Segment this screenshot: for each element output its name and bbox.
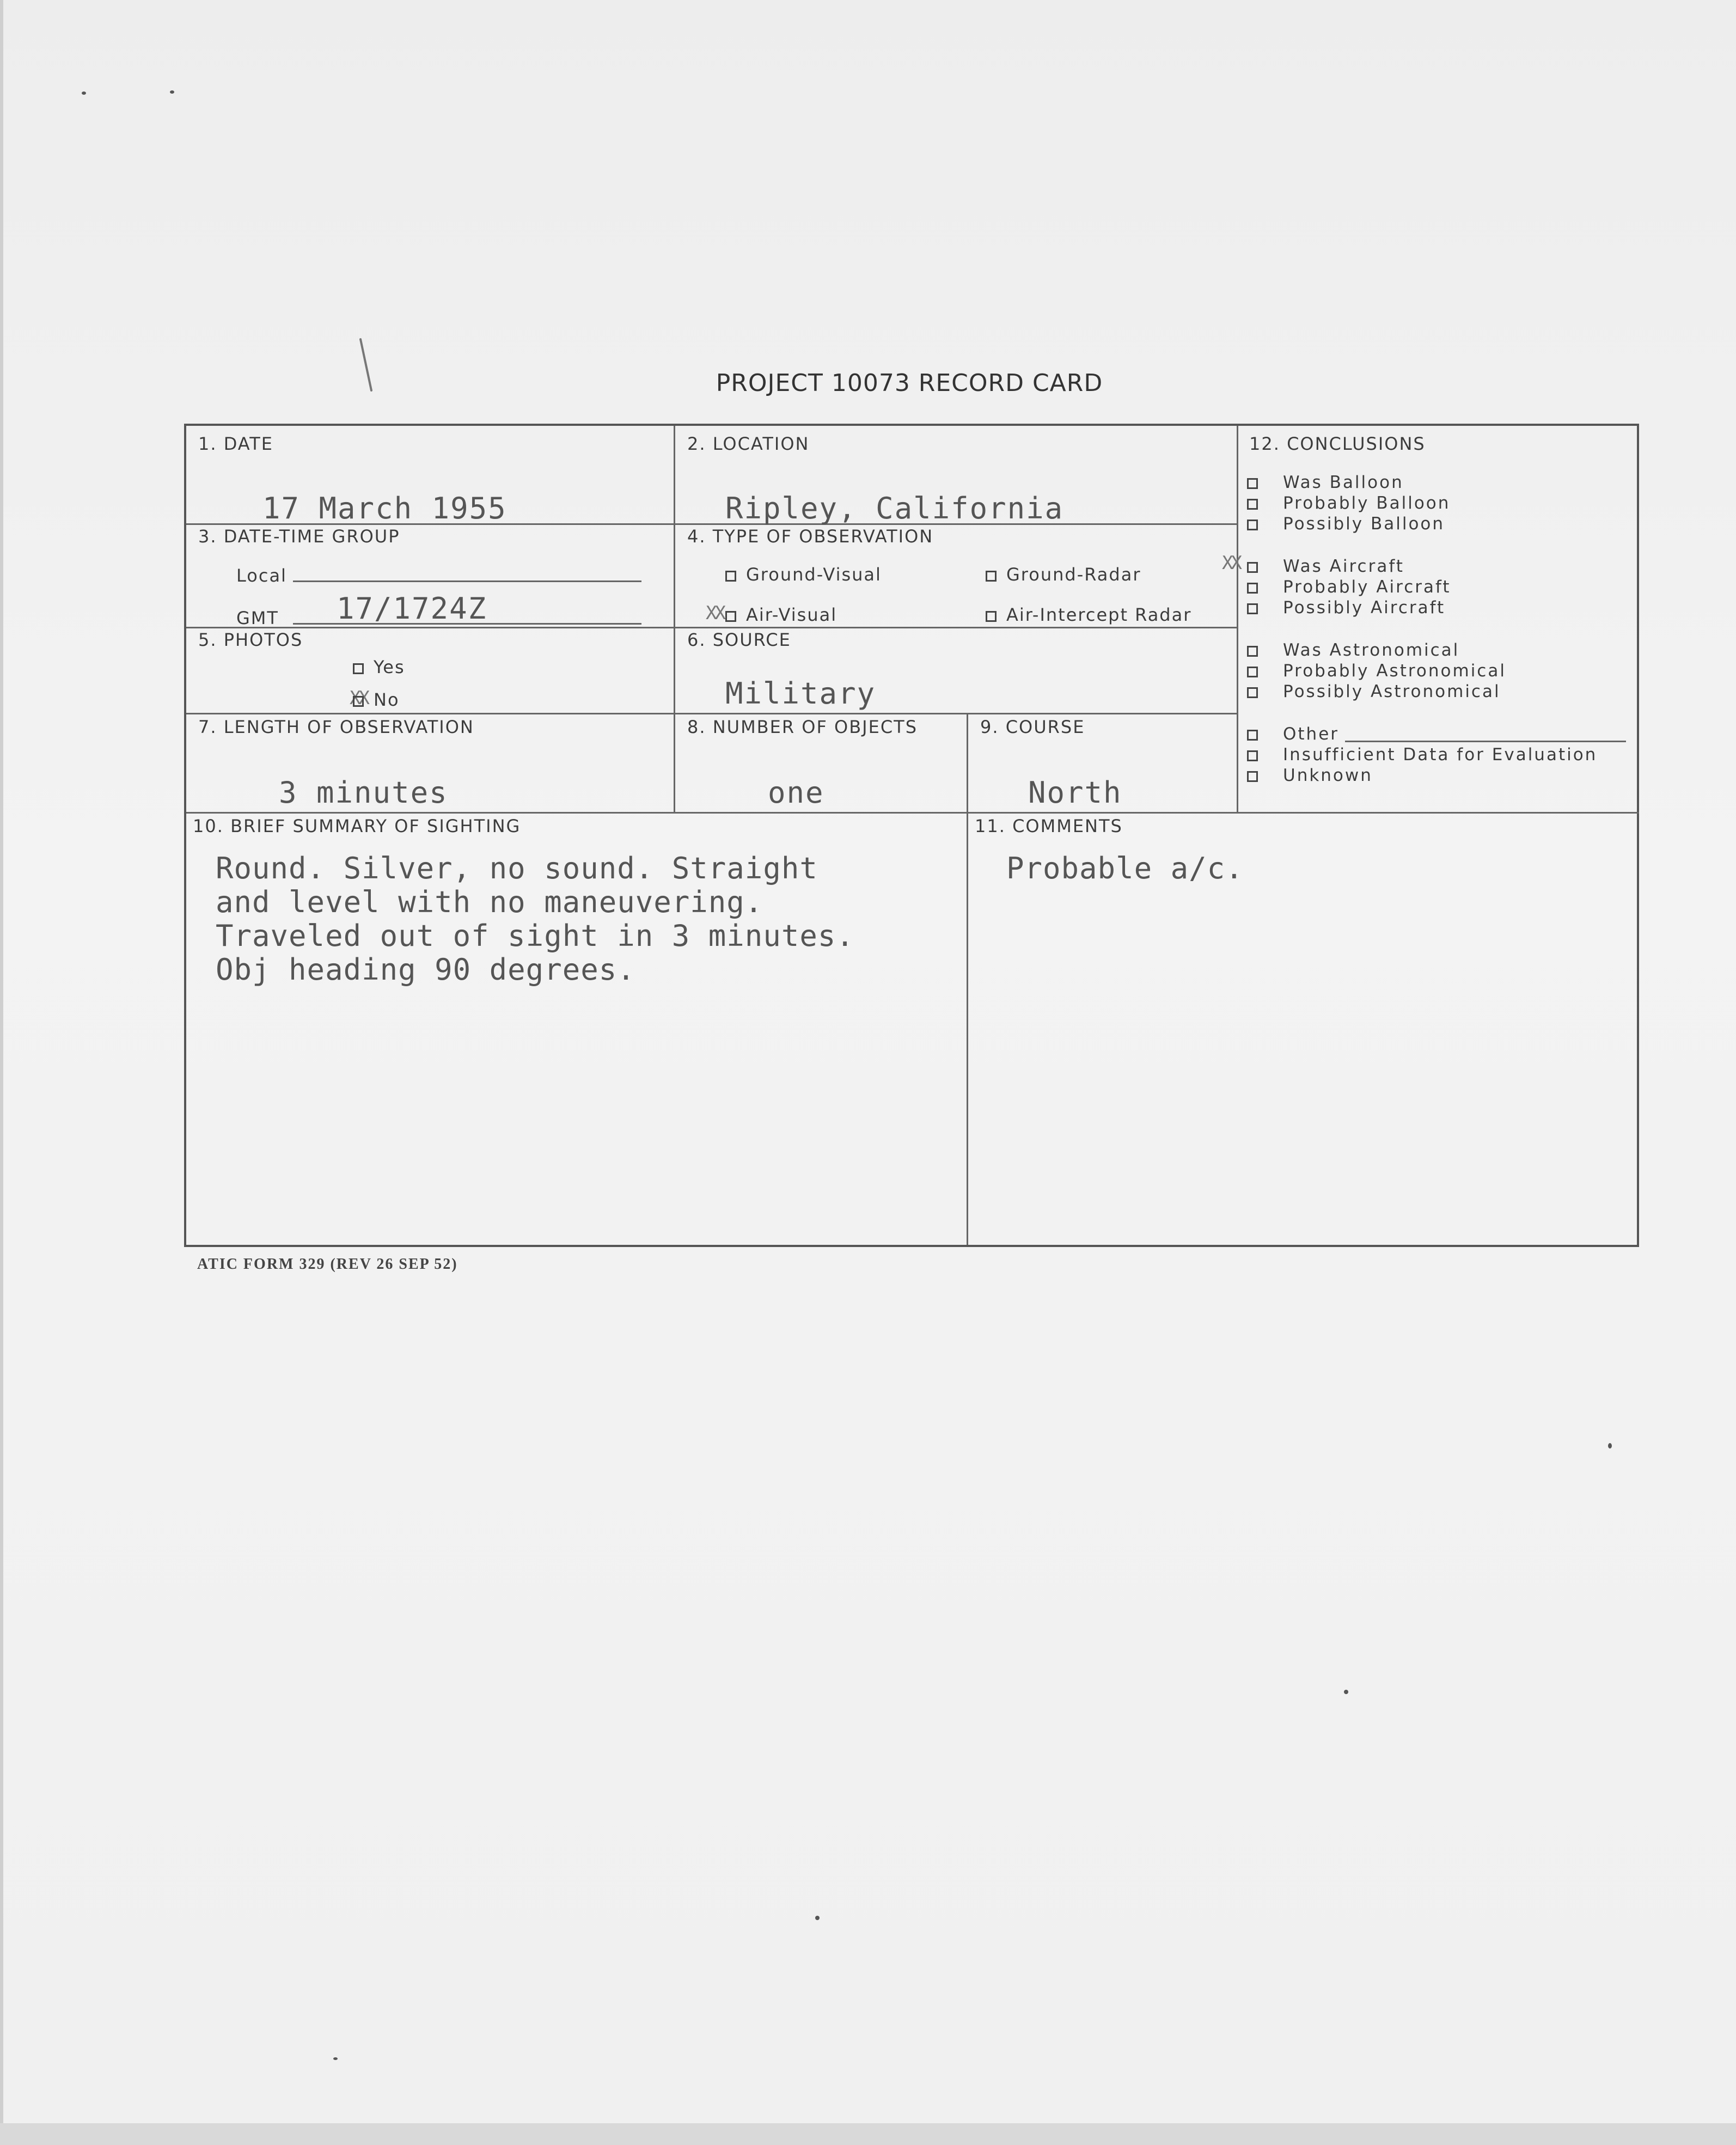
conclusion-checkbox bbox=[1247, 730, 1258, 741]
air-visual-label: Air-Visual bbox=[746, 604, 838, 625]
photos-no-check-mark: XX bbox=[350, 687, 368, 709]
conclusion-label: Other bbox=[1283, 724, 1340, 744]
summary-line-3: Traveled out of sight in 3 minutes. bbox=[216, 919, 854, 953]
ground-radar-option bbox=[986, 564, 1141, 585]
conclusion-label: Possibly Balloon bbox=[1283, 514, 1445, 534]
cell-type-of-observation bbox=[675, 525, 1238, 628]
brief-summary-label: 10. BRIEF SUMMARY OF SIGHTING bbox=[193, 816, 521, 836]
local-underline bbox=[293, 580, 641, 582]
conclusion-label: Possibly Astronomical bbox=[1283, 682, 1501, 701]
photos-yes-label: Yes bbox=[374, 657, 405, 677]
ground-visual-label: Ground-Visual bbox=[746, 564, 882, 585]
conclusion-label: Probably Astronomical bbox=[1283, 661, 1506, 681]
conclusion-label: Was Aircraft bbox=[1283, 557, 1404, 576]
cell-datetime bbox=[186, 525, 675, 628]
air-visual-check-mark: XX bbox=[706, 602, 724, 624]
conclusion-checkbox bbox=[1247, 667, 1258, 677]
photos-no-label: No bbox=[374, 689, 400, 710]
scan-left-edge bbox=[0, 0, 3, 2145]
scan-speck bbox=[333, 2057, 338, 2060]
source-value: Military bbox=[725, 676, 876, 711]
conclusion-label: Was Balloon bbox=[1283, 473, 1404, 492]
conclusion-was-astronomical bbox=[1247, 640, 1459, 660]
summary-line-4: Obj heading 90 degrees. bbox=[216, 952, 635, 987]
conclusion-label: Insufficient Data for Evaluation bbox=[1283, 745, 1598, 765]
conclusion-probably-balloon bbox=[1247, 493, 1450, 513]
cell-brief-summary bbox=[186, 814, 968, 1245]
number-of-objects-value: one bbox=[768, 775, 824, 810]
number-of-objects-label: 8. NUMBER OF OBJECTS bbox=[687, 717, 918, 737]
location-label: 2. LOCATION bbox=[687, 433, 810, 454]
conclusion-probably-aircraft bbox=[1247, 577, 1451, 597]
local-label: Local bbox=[236, 565, 287, 586]
scan-speck bbox=[1344, 1690, 1348, 1694]
cell-course bbox=[968, 714, 1238, 814]
record-card bbox=[184, 424, 1639, 1247]
conclusion-insufficient-data bbox=[1247, 745, 1597, 765]
cell-location bbox=[675, 426, 1238, 525]
length-of-observation-value: 3 minutes bbox=[279, 775, 448, 810]
summary-line-2: and level with no maneuvering. bbox=[216, 885, 763, 919]
type-of-observation-label: 4. TYPE OF OBSERVATION bbox=[687, 526, 934, 547]
photos-label: 5. PHOTOS bbox=[198, 630, 303, 650]
conclusion-checkbox bbox=[1247, 583, 1258, 594]
conclusion-unknown bbox=[1247, 766, 1373, 785]
conclusion-label: Probably Aircraft bbox=[1283, 577, 1451, 597]
ground-radar-label: Ground-Radar bbox=[1006, 564, 1141, 585]
air-intercept-radar-option bbox=[986, 604, 1191, 625]
conclusion-was-aircraft bbox=[1247, 557, 1404, 576]
scan-speck bbox=[815, 1916, 820, 1920]
photos-no-option bbox=[353, 689, 400, 710]
scan-bottom-edge bbox=[0, 2123, 1736, 2145]
conclusion-label: Probably Balloon bbox=[1283, 493, 1451, 513]
conclusion-label: Possibly Aircraft bbox=[1283, 598, 1446, 618]
conclusion-possibly-aircraft bbox=[1247, 598, 1445, 618]
conclusion-checkbox bbox=[1247, 646, 1258, 657]
conclusion-checkbox bbox=[1247, 562, 1258, 573]
cell-comments bbox=[968, 814, 1639, 1245]
conclusion-possibly-astronomical bbox=[1247, 682, 1501, 701]
form-footer: ATIC FORM 329 (REV 26 SEP 52) bbox=[197, 1256, 458, 1273]
course-value: North bbox=[1028, 775, 1122, 810]
conclusion-label: Was Astronomical bbox=[1283, 640, 1460, 660]
date-value: 17 March 1955 bbox=[262, 491, 507, 525]
course-label: 9. COURSE bbox=[980, 717, 1085, 737]
conclusion-checkbox bbox=[1247, 499, 1258, 510]
cell-source bbox=[675, 628, 1238, 714]
scan-speck bbox=[82, 91, 86, 95]
conclusion-checkbox bbox=[1247, 603, 1258, 614]
conclusion-checkbox bbox=[1247, 478, 1258, 489]
ground-radar-checkbox bbox=[986, 571, 997, 582]
conclusion-probably-astronomical bbox=[1247, 661, 1506, 681]
air-visual-checkbox bbox=[725, 611, 736, 622]
conclusion-checkbox bbox=[1247, 771, 1258, 782]
cell-length-of-observation bbox=[186, 714, 675, 814]
summary-line-1: Round. Silver, no sound. Straight bbox=[216, 851, 818, 885]
air-intercept-radar-label: Air-Intercept Radar bbox=[1006, 604, 1192, 625]
datetime-label: 3. DATE-TIME GROUP bbox=[198, 526, 400, 547]
conclusion-checkbox bbox=[1247, 520, 1258, 530]
location-value: Ripley, California bbox=[725, 491, 1064, 525]
length-of-observation-label: 7. LENGTH OF OBSERVATION bbox=[198, 717, 474, 737]
cell-date bbox=[186, 426, 675, 525]
conclusion-label: Unknown bbox=[1283, 766, 1373, 785]
cell-number-of-objects bbox=[675, 714, 968, 814]
air-intercept-radar-checkbox bbox=[986, 611, 997, 622]
was-aircraft-check-mark: XX bbox=[1222, 552, 1240, 574]
gmt-value: 17/1724Z bbox=[337, 591, 487, 626]
air-visual-option bbox=[725, 604, 837, 625]
gmt-label: GMT bbox=[236, 608, 279, 628]
cell-photos bbox=[186, 628, 675, 714]
other-underline bbox=[1345, 741, 1626, 742]
comments-label: 11. COMMENTS bbox=[975, 816, 1123, 836]
conclusion-checkbox bbox=[1247, 750, 1258, 761]
conclusion-other bbox=[1247, 724, 1339, 744]
conclusions-label: 12. CONCLUSIONS bbox=[1249, 433, 1426, 454]
card-title: PROJECT 10073 RECORD CARD bbox=[716, 369, 1103, 397]
scan-speck bbox=[170, 90, 174, 94]
photos-yes-checkbox bbox=[353, 663, 364, 674]
scan-speck bbox=[1608, 1443, 1612, 1449]
conclusion-was-balloon bbox=[1247, 473, 1404, 492]
ground-visual-checkbox bbox=[725, 571, 736, 582]
photos-no-checkbox bbox=[353, 696, 364, 707]
source-label: 6. SOURCE bbox=[687, 630, 791, 650]
conclusion-possibly-balloon bbox=[1247, 514, 1445, 534]
comments-value: Probable a/c. bbox=[1006, 851, 1244, 885]
conclusion-checkbox bbox=[1247, 687, 1258, 698]
photos-yes-option bbox=[353, 657, 405, 677]
ground-visual-option bbox=[725, 564, 882, 585]
date-label: 1. DATE bbox=[198, 433, 273, 454]
